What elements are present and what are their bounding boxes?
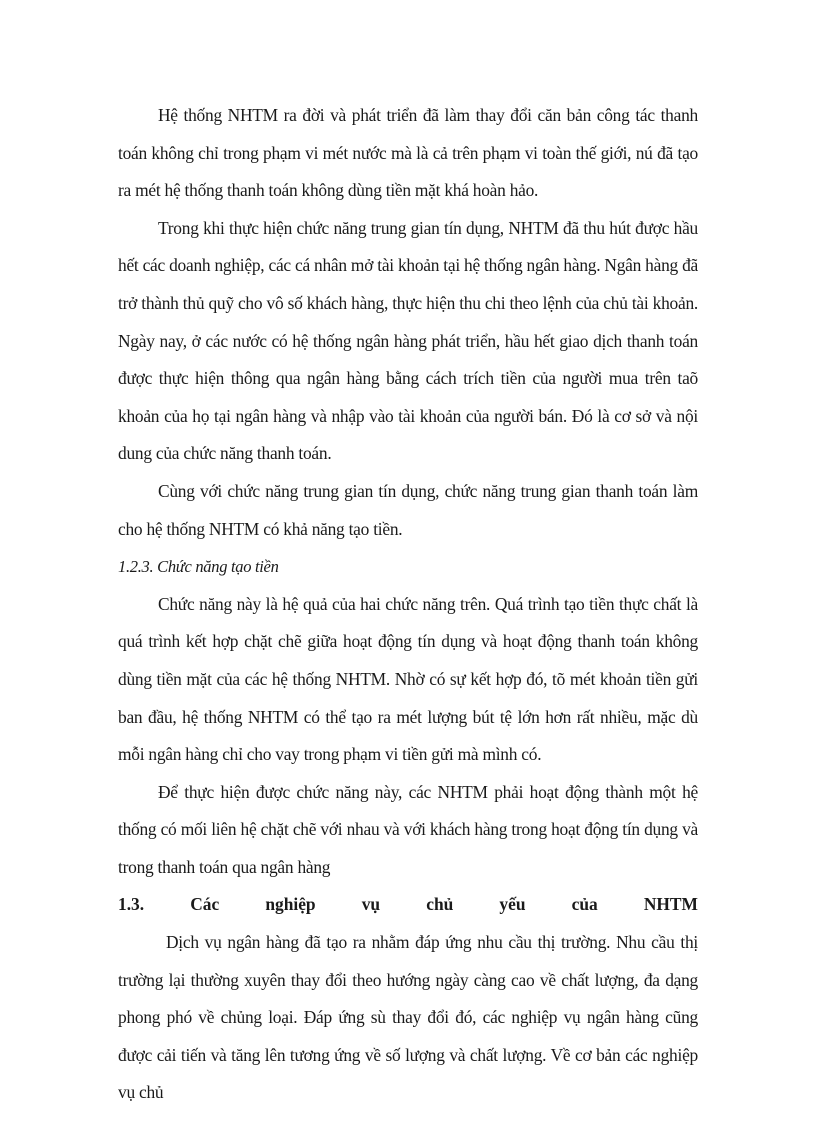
section-heading <box>118 886 698 924</box>
paragraph: Chức năng này là hệ quả của hai chức năng trên. Quá trình tạo tiền thực chất là quá trình kết hợp chặt chẽ giữa hoạt động tín dụng và hoạt động thanh toán không dùng tiền mặt của các hệ thống NHTM. Nhờ có sự kết hợp đó, tõ mét khoản tiền gửi ban đầu, hệ thống NHTM có thể tạo ra mét lượng bút tệ lớn hơn rất nhiều, mặc dù mỗi ngân hàng chỉ cho vay trong phạm vi tiền gửi mà mình có. <box>118 593 698 765</box>
paragraph: Trong khi thực hiện chức năng trung gian tín dụng, NHTM đã thu hút được hầu hết các doanh nghiệp, các cá nhân mở tài khoản tại hệ thống ngân hàng. Ngân hàng đã trở thành thủ quỹ cho vô số khách hàng, thực hiện thu chi theo lệnh của chủ tài khoản. Ngày nay, ở các nước có hệ thống ngân hàng phát triển, hầu hết giao dịch thanh toán được thực hiện thông qua ngân hàng bằng cách trích tiền của người mua trên taõ khoản của họ tại ngân hàng và nhập vào tài khoản của người bán. Đó là cơ sở và nội dung của chức năng thanh toán. <box>118 217 698 464</box>
paragraph: Cùng với chức năng trung gian tín dụng, chức năng trung gian thanh toán làm cho hệ thống NHTM có khả năng tạo tiền. <box>118 480 698 539</box>
paragraph: Để thực hiện được chức năng này, các NHTM phải hoạt động thành một hệ thống có mối liên hệ chặt chẽ với nhau và với khách hàng trong hoạt động tín dụng và trong thanh toán qua ngân hàng <box>118 781 698 877</box>
heading-word: NHTM <box>643 894 698 915</box>
paragraph: Hệ thống NHTM ra đời và phát triển đã làm thay đổi căn bản công tác thanh toán không chỉ trong phạm vi mét nước mà là cả trên phạm vi toàn thế giới, nú đã tạo ra mét hệ thống thanh toán không dùng tiền mặt khá hoàn hảo. <box>118 105 698 201</box>
heading-word: nghiệp <box>265 894 316 915</box>
heading-word: yếu <box>499 894 526 915</box>
heading-word: chủ <box>426 894 454 915</box>
paragraph: Dịch vụ ngân hàng đã tạo ra nhằm đáp ứng nhu cầu thị trường. Nhu cầu thị trường lại thường xuyên thay đổi theo hướng ngày càng cao về chất lượng, đa dạng phong phó về chủng loại. Đáp ứng sù thay đổi đó, các nghiệp vụ ngân hàng cũng được cải tiến và tăng lên tương ứng về số lượng và chất lượng. Về cơ bản các nghiệp vụ chủ <box>118 932 698 1103</box>
section-subheading: 1.2.3. Chức năng tạo tiền <box>118 557 279 577</box>
heading-word: của <box>571 894 598 915</box>
heading-word: Các <box>190 894 220 915</box>
heading-word: 1.3. <box>118 894 145 915</box>
heading-word: vụ <box>361 894 381 915</box>
